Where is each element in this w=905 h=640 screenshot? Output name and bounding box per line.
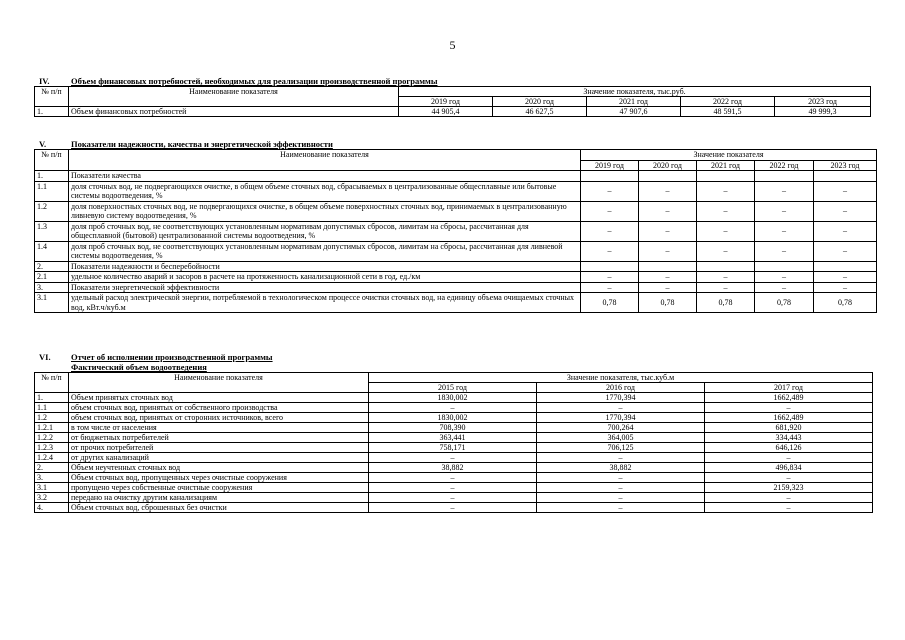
row-value: 363,441: [369, 433, 537, 443]
row-value: 0,78: [755, 293, 814, 313]
row-value: –: [369, 453, 537, 463]
row-value: 2159,323: [705, 483, 873, 493]
row-value: 681,920: [705, 423, 873, 433]
row-name: Показатели энергетической эффективности: [69, 282, 581, 293]
row-value: –: [639, 272, 697, 283]
row-number: 1.2: [35, 413, 69, 423]
table-row: [35, 261, 877, 272]
column-header-value: Значение показателя, тыс.руб.: [399, 87, 871, 97]
row-number: 1.2: [35, 201, 69, 221]
row-value: –: [639, 282, 697, 293]
section-6-table: [34, 372, 873, 513]
row-value: 334,443: [705, 433, 873, 443]
row-number: 3.2: [35, 493, 69, 503]
row-name: Объем принятых сточных вод: [69, 393, 369, 403]
table-row: [35, 221, 877, 241]
row-name: от прочих потребителей: [69, 443, 369, 453]
row-value: –: [814, 282, 877, 293]
row-value: –: [705, 453, 873, 463]
row-name: объем сточных вод, принятых от сторонних источников, всего: [69, 413, 369, 423]
row-value: 0,78: [697, 293, 755, 313]
column-header-year: 2021 год: [697, 160, 755, 171]
table-row: [35, 293, 877, 313]
column-header-year: 2020 год: [493, 97, 587, 107]
row-value: –: [755, 282, 814, 293]
row-value: [581, 261, 639, 272]
row-value: –: [705, 493, 873, 503]
row-value: 706,125: [537, 443, 705, 453]
row-value: 0,78: [814, 293, 877, 313]
row-value: –: [697, 181, 755, 201]
row-value: 708,390: [369, 423, 537, 433]
row-value: 646,126: [705, 443, 873, 453]
row-value: –: [581, 221, 639, 241]
row-value: 38,882: [537, 463, 705, 473]
row-number: 1.2.3: [35, 443, 69, 453]
row-name: в том числе от населения: [69, 423, 369, 433]
row-value: –: [581, 181, 639, 201]
row-value: –: [369, 403, 537, 413]
row-value: –: [581, 272, 639, 283]
row-value: –: [581, 201, 639, 221]
row-number: 1.2.2: [35, 433, 69, 443]
row-value: 0,78: [639, 293, 697, 313]
row-number: 1.4: [35, 241, 69, 261]
row-value: –: [369, 503, 537, 513]
row-name: Объем сточных вод, пропущенных через очистные сооружения: [69, 473, 369, 483]
section-4-number: IV.: [39, 76, 50, 86]
row-name: Показатели надежности и бесперебойности: [69, 261, 581, 272]
row-value: 1770,394: [537, 413, 705, 423]
table-row: [35, 493, 873, 503]
row-name: доля сточных вод, не подвергающихся очистке, в общем объеме сточных вод, сбрасываемых в централизованные общесплавные или бытовые системы водоотведения, %: [69, 181, 581, 201]
table-row: [35, 241, 877, 261]
row-value: –: [581, 282, 639, 293]
row-value: –: [639, 241, 697, 261]
table-row: [35, 393, 873, 403]
row-value: –: [814, 221, 877, 241]
row-value: [697, 261, 755, 272]
column-header-year: 2015 год: [369, 383, 537, 393]
row-name: Объем неучтенных сточных вод: [69, 463, 369, 473]
row-name: удельный расход электрической энергии, потребляемой в технологическом процессе очистки сточных вод, на единицу объема очищаемых сточных вод, кВт.ч/куб.м: [69, 293, 581, 313]
row-value: –: [537, 453, 705, 463]
section-6-subtitle: Фактический объем водоотведения: [71, 362, 207, 372]
row-value: [581, 171, 639, 182]
row-value: –: [639, 201, 697, 221]
row-number: 3.1: [35, 483, 69, 493]
row-name: передано на очистку другим канализациям: [69, 493, 369, 503]
row-name: доля проб сточных вод, не соответствующих установленным нормативам допустимых сбросов, лимитам на сбросы, рассчитанная для общесплавной (бытовой) централизованной системы водоотведения, %: [69, 221, 581, 241]
column-header-year: 2023 год: [814, 160, 877, 171]
row-value: –: [369, 473, 537, 483]
row-value: 758,171: [369, 443, 537, 453]
row-name: от других канализаций: [69, 453, 369, 463]
row-value: 0,78: [581, 293, 639, 313]
table-row: [35, 483, 873, 493]
row-name: доля проб сточных вод, не соответствующих установленным нормативам допустимых сбросов, лимитам на сбросы, рассчитанная для ливневой системы водоотведения, %: [69, 241, 581, 261]
row-value: 49 999,3: [775, 107, 871, 117]
column-header-value: Значение показателя, тыс.куб.м: [369, 373, 873, 383]
table-row: [35, 433, 873, 443]
row-value: [814, 171, 877, 182]
row-value: 1830,002: [369, 413, 537, 423]
row-value: –: [369, 493, 537, 503]
row-value: –: [755, 241, 814, 261]
row-value: –: [814, 201, 877, 221]
table-row: [35, 403, 873, 413]
row-value: –: [697, 241, 755, 261]
row-name: объем сточных вод, принятых от собственного производства: [69, 403, 369, 413]
column-header-name: Наименование показателя: [69, 87, 399, 107]
table-row: [35, 473, 873, 483]
row-value: –: [814, 181, 877, 201]
row-number: 3.: [35, 473, 69, 483]
table-row: [35, 453, 873, 463]
column-header-number: № п/п: [35, 373, 69, 393]
column-header-name: Наименование показателя: [69, 150, 581, 171]
row-value: –: [537, 403, 705, 413]
section-5: [34, 139, 877, 313]
row-value: –: [697, 272, 755, 283]
table-row: [35, 272, 877, 283]
row-value: 700,264: [537, 423, 705, 433]
row-value: 48 591,5: [681, 107, 775, 117]
row-number: 1.: [35, 393, 69, 403]
row-value: –: [537, 503, 705, 513]
column-header-year: 2023 год: [775, 97, 871, 107]
table-row: [35, 282, 877, 293]
row-number: 1.3: [35, 221, 69, 241]
table-row: [35, 423, 873, 433]
row-value: 1662,489: [705, 413, 873, 423]
table-row: [35, 171, 877, 182]
row-name: пропущено через собственные очистные сооружения: [69, 483, 369, 493]
table-row: [35, 107, 871, 117]
row-value: 47 907,6: [587, 107, 681, 117]
row-value: –: [537, 483, 705, 493]
row-name: Объем сточных вод, сброшенных без очистки: [69, 503, 369, 513]
row-value: –: [581, 241, 639, 261]
row-value: [639, 171, 697, 182]
section-5-table: [34, 149, 877, 313]
row-value: 364,005: [537, 433, 705, 443]
table-row: [35, 443, 873, 453]
row-value: 46 627,5: [493, 107, 587, 117]
row-value: –: [697, 201, 755, 221]
row-value: –: [537, 473, 705, 483]
table-row: [35, 463, 873, 473]
column-header-number: № п/п: [35, 87, 69, 107]
section-4: [34, 76, 871, 117]
row-value: 1770,394: [537, 393, 705, 403]
row-number: 3.1: [35, 293, 69, 313]
column-header-number: № п/п: [35, 150, 69, 171]
row-value: 496,834: [705, 463, 873, 473]
row-number: 1.2.4: [35, 453, 69, 463]
row-value: –: [705, 403, 873, 413]
row-number: 1.1: [35, 181, 69, 201]
row-name: Показатели качества: [69, 171, 581, 182]
row-value: [639, 261, 697, 272]
section-4-title: Объем финансовых потребностей, необходимых для реализации производственной программы: [71, 76, 438, 86]
column-header-year: 2020 год: [639, 160, 697, 171]
row-value: 38,882: [369, 463, 537, 473]
row-number: 1.2.1: [35, 423, 69, 433]
section-5-title: Показатели надежности, качества и энергетической эффективности: [71, 139, 333, 149]
row-value: [755, 171, 814, 182]
column-header-year: 2019 год: [581, 160, 639, 171]
table-header-row: [35, 150, 877, 161]
section-5-number: V.: [39, 139, 47, 149]
table-row: [35, 181, 877, 201]
row-value: –: [697, 282, 755, 293]
row-name: удельное количество аварий и засоров в расчете на протяженность канализационной сети в год, ед./км: [69, 272, 581, 283]
column-header-year: 2019 год: [399, 97, 493, 107]
row-number: 4.: [35, 503, 69, 513]
row-value: 1830,002: [369, 393, 537, 403]
row-name: Объем финансовых потребностей: [69, 107, 399, 117]
row-value: 44 905,4: [399, 107, 493, 117]
row-value: –: [755, 201, 814, 221]
table-row: [35, 503, 873, 513]
row-number: 2.1: [35, 272, 69, 283]
row-value: –: [755, 221, 814, 241]
section-6-title: Отчет об исполнении производственной программы: [71, 352, 273, 362]
row-value: [814, 261, 877, 272]
row-number: 3.: [35, 282, 69, 293]
section-6: [34, 352, 873, 513]
row-value: [697, 171, 755, 182]
column-header-name: Наименование показателя: [69, 373, 369, 393]
row-value: –: [705, 503, 873, 513]
column-header-year: 2022 год: [755, 160, 814, 171]
row-value: –: [755, 272, 814, 283]
table-row: [35, 413, 873, 423]
row-value: –: [814, 241, 877, 261]
column-header-year: 2021 год: [587, 97, 681, 107]
section-6-number: VI.: [39, 352, 51, 362]
row-number: 2.: [35, 463, 69, 473]
table-header-row: [35, 373, 873, 383]
row-number: 1.: [35, 107, 69, 117]
row-value: –: [814, 272, 877, 283]
table-row: [35, 201, 877, 221]
section-4-heading: [34, 76, 871, 86]
section-5-heading: [34, 139, 877, 149]
row-value: –: [697, 221, 755, 241]
column-header-year: 2016 год: [537, 383, 705, 393]
table-header-row: [35, 87, 871, 97]
row-value: –: [705, 473, 873, 483]
row-value: [755, 261, 814, 272]
row-number: 1.: [35, 171, 69, 182]
column-header-year: 2017 год: [705, 383, 873, 393]
column-header-value: Значение показателя: [581, 150, 877, 161]
row-name: от бюджетных потребителей: [69, 433, 369, 443]
row-value: –: [639, 221, 697, 241]
row-value: –: [639, 181, 697, 201]
column-header-year: 2022 год: [681, 97, 775, 107]
row-number: 1.1: [35, 403, 69, 413]
section-6-heading: [34, 352, 873, 362]
row-number: 2.: [35, 261, 69, 272]
row-value: –: [537, 493, 705, 503]
section-4-table: [34, 86, 871, 117]
row-value: –: [755, 181, 814, 201]
row-name: доля поверхностных сточных вод, не подвергающихся очистке, в общем объеме поверхностных сточных вод, принимаемых в централизованную ливневую систему водоотведения, %: [69, 201, 581, 221]
row-value: 1662,489: [705, 393, 873, 403]
page-number: 5: [449, 38, 456, 52]
row-value: –: [369, 483, 537, 493]
